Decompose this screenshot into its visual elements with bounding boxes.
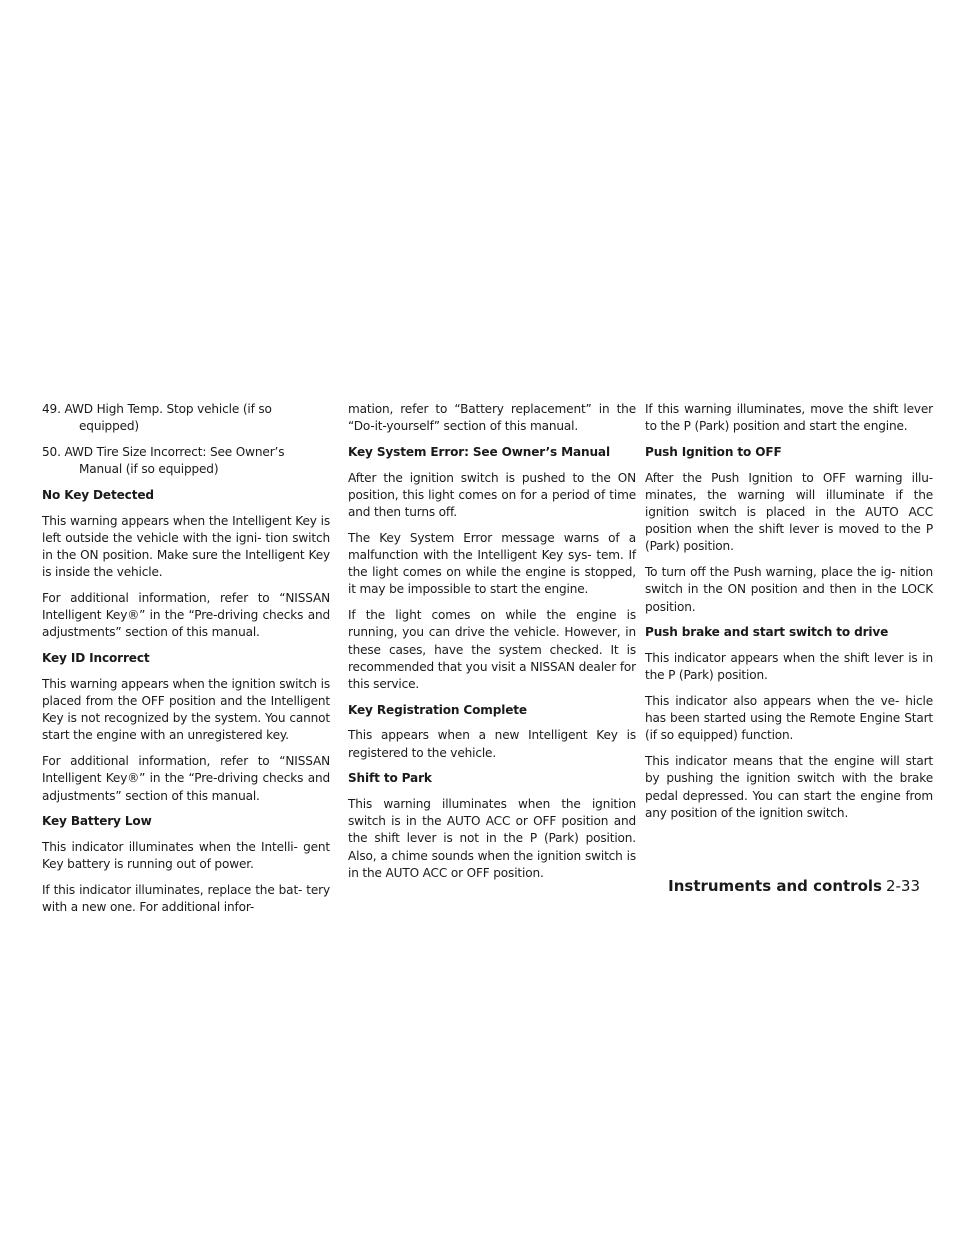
paragraph: This indicator means that the engine will start by pushing the ignition switch with the brake pedal depressed. You can start the engine from any position of the ignition switch. <box>645 754 933 820</box>
paragraph: After the Push Ignition to OFF warning illu- minates, the warning will illuminate if the ignition switch is placed in the AUTO ACC position when the shift lever is moved to the P (Park) position. <box>645 470 933 554</box>
paragraph: This warning appears when the ignition switch is placed from the OFF position and the Intelligent Key is not recognized by the system. You cannot start the engine with an unregistered key. <box>42 676 330 743</box>
paragraph: After the ignition switch is pushed to the ON position, this light comes on for a period of time and then turns off. <box>348 470 636 519</box>
column-left <box>42 401 330 925</box>
list-item-50 <box>42 444 330 478</box>
section-heading: Key Battery Low <box>42 814 152 829</box>
paragraph: The Key System Error message warns of a malfunction with the Intelligent Key sys- tem. If the light comes on while the engine is stopped, it may be impossible to start the engine. <box>348 530 636 597</box>
list-item-text-cont: Manual (if so equipped) <box>79 462 219 477</box>
paragraph: If the light comes on while the engine is running, you can drive the vehicle. However, in these cases, have the system checked. It is recommended that you visit a NISSAN dealer for this service. <box>348 608 636 692</box>
section-heading: Push brake and start switch to drive <box>645 625 889 640</box>
paragraph: For additional information, refer to “NISSAN Intelligent Key®” in the “Pre-driving checks and adjustments” section of this manual. <box>42 754 330 803</box>
section-heading: Shift to Park <box>348 771 432 786</box>
paragraph: For additional information, refer to “NISSAN Intelligent Key®” in the “Pre-driving checks and adjustments” section of this manual. <box>42 591 330 640</box>
paragraph: This appears when a new Intelligent Key is registered to the vehicle. <box>348 728 636 760</box>
column-right <box>645 401 933 831</box>
page-footer <box>668 876 920 896</box>
paragraph: This warning illuminates when the ignition switch is in the AUTO ACC or OFF position and the shift lever is not in the P (Park) position. Also, a chime sounds when the ignition switch is in the AUTO ACC or OFF position. <box>348 797 636 880</box>
paragraph: This indicator also appears when the ve- hicle has been started using the Remote Engine Start (if so equipped) function. <box>645 694 933 743</box>
list-item-49 <box>42 401 330 435</box>
paragraph: If this indicator illuminates, replace the bat- tery with a new one. For additional infor- <box>42 883 330 915</box>
list-item-text: 49. AWD High Temp. Stop vehicle (if so <box>42 402 272 416</box>
section-heading: Key System Error: See Owner’s Manual <box>348 445 610 459</box>
paragraph: This warning appears when the Intelligent Key is left outside the vehicle with the igni- tion switch in the ON position. Make sure the Intelligent Key is inside the vehicle. <box>42 513 330 580</box>
footer-section-title: Instruments and controls <box>668 877 882 895</box>
section-heading: No Key Detected <box>42 488 154 502</box>
section-heading: Push Ignition to OFF <box>645 445 782 459</box>
paragraph: This indicator illuminates when the Intelli- gent Key battery is running out of power. <box>42 840 330 872</box>
paragraph: If this warning illuminates, move the shift lever to the P (Park) position and start the engine. <box>645 402 933 434</box>
paragraph: This indicator appears when the shift lever is in the P (Park) position. <box>645 651 933 683</box>
list-item-text-cont: equipped) <box>79 419 139 434</box>
section-heading: Key ID Incorrect <box>42 651 150 666</box>
list-item-text: 50. AWD Tire Size Incorrect: See Owner’s <box>42 445 285 459</box>
paragraph: mation, refer to “Battery replacement” in the “Do-it-yourself” section of this manual. <box>348 402 636 434</box>
section-heading: Key Registration Complete <box>348 702 527 717</box>
column-middle <box>348 401 636 891</box>
paragraph: To turn off the Push warning, place the ig- nition switch in the ON position and then in the LOCK position. <box>645 565 933 614</box>
page-number: 2-33 <box>885 877 920 895</box>
